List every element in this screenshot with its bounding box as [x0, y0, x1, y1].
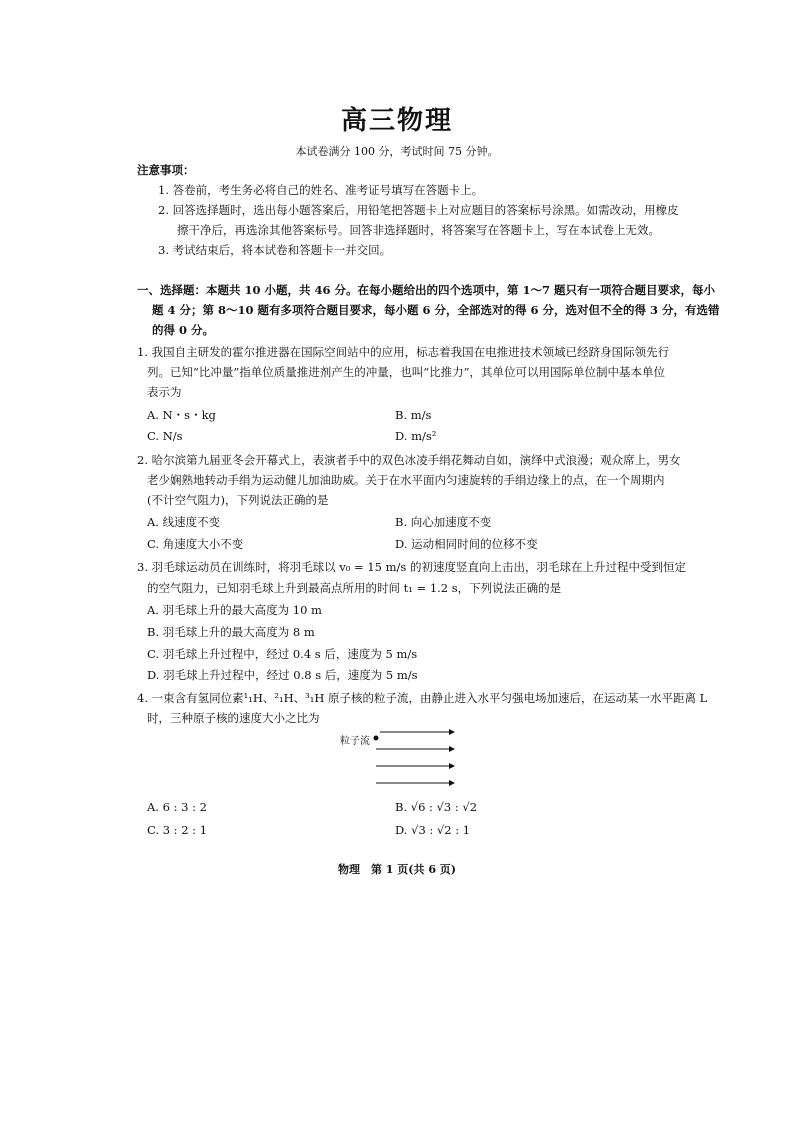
- notice-item: 1. 答卷前，考生务必将自己的姓名、准考证号填写在答题卡上。: [158, 183, 484, 197]
- question-1-option-c: C. N/s: [147, 429, 183, 443]
- particle-dot: [374, 736, 379, 741]
- question-2-stem: 老少娴熟地转动手绢为运动健儿加油助威。关于在水平面内匀速旋转的手绢边缘上的点，在一个周期内: [147, 473, 665, 487]
- question-2-option-b: B. 向心加速度不变: [395, 515, 492, 529]
- question-3-stem: 的空气阻力，已知羽毛球上升到最高点所用的时间 t₁ = 1.2 s，下列说法正确的是: [147, 581, 562, 595]
- exam-info: 本试卷满分 100 分，考试时间 75 分钟。: [295, 145, 499, 158]
- page-footer: 物理 第 1 页(共 6 页): [337, 863, 457, 876]
- notice-item: 3. 考试结束后，将本试卷和答题卡一并交回。: [158, 243, 392, 257]
- section-heading: 一、选择题：本题共 10 小题，共 46 分。在每小题给出的四个选项中，第 1～7 题只有一项符合题目要求，每小: [137, 283, 716, 297]
- question-3-option-c: C. 羽毛球上升过程中，经过 0.4 s 后，速度为 5 m/s: [147, 647, 418, 661]
- notice-item-continued: 擦干净后，再选涂其他答案标号。回答非选择题时，将答案写在答题卡上，写在本试卷上无效。: [177, 223, 660, 237]
- notice-item: 2. 回答选择题时，选出每小题答案后，用铅笔把答题卡上对应题目的答案标号涂黑。如需改动，用橡皮: [158, 203, 679, 217]
- question-2-option-a: A. 线速度不变: [147, 515, 221, 529]
- question-1-option-b: B. m/s: [395, 408, 432, 422]
- question-3-stem: 3. 羽毛球运动员在训练时，将羽毛球以 v₀ = 15 m/s 的初速度竖直向上击出，羽毛球在上升过程中受到恒定: [137, 560, 686, 574]
- question-4-option-b: B. √6 : √3 : √2: [395, 800, 478, 814]
- question-4-stem: 时，三种原子核的速度大小之比为: [147, 711, 320, 725]
- section-heading-line: 题 4 分；第 8～10 题有多项符合题目要求，每小题 6 分，全部选对的得 6 分，选对但不全的得 3 分，有选错: [152, 303, 720, 317]
- particle-stream-label: 粒子流: [340, 736, 370, 747]
- question-1-stem: 列。已知“比冲量”指单位质量推进剂产生的冲量，也叫“比推力”，其单位可以用国际单位制中基本单位: [147, 365, 666, 379]
- question-4-option-c: C. 3 : 2 : 1: [147, 823, 208, 837]
- question-3-option-b: B. 羽毛球上升的最大高度为 8 m: [147, 625, 315, 639]
- question-4-stem: 4. 一束含有氢同位素¹₁H、²₁H、³₁H 原子核的粒子流，由静止进入水平匀强电场加速后，在运动某一水平距离 L: [137, 691, 708, 705]
- question-1-option-d: D. m/s²: [395, 429, 437, 443]
- question-3-option-d: D. 羽毛球上升过程中，经过 0.8 s 后，速度为 5 m/s: [147, 668, 418, 682]
- question-1-stem: 1. 我国自主研发的霍尔推进器在国际空间站中的应用，标志着我国在电推进技术领域已经跻身国际领先行: [137, 345, 670, 359]
- electric-field-diagram: [370, 725, 460, 795]
- question-4-option-a: A. 6 : 3 : 2: [147, 800, 207, 814]
- section-heading-line: 的得 0 分。: [152, 323, 215, 337]
- notice-heading: 注意事项：: [137, 163, 195, 177]
- page-title: 高三物理: [340, 106, 453, 136]
- question-2-stem: 2. 哈尔滨第九届亚冬会开幕式上，表演者手中的双色冰凌手绢花舞动自如，演绎中式浪漫；观众席上，男女: [137, 453, 681, 467]
- question-2-option-c: C. 角速度大小不变: [147, 537, 244, 551]
- question-1-option-a: A. N・s・kg: [147, 408, 216, 422]
- question-2-option-d: D. 运动相同时间的位移不变: [395, 537, 538, 551]
- question-1-stem: 表示为: [147, 385, 182, 399]
- question-4-option-d: D. √3 : √2 : 1: [395, 823, 471, 837]
- question-2-stem: (不计空气阻力)，下列说法正确的是: [147, 493, 329, 507]
- question-3-option-a: A. 羽毛球上升的最大高度为 10 m: [147, 603, 322, 617]
